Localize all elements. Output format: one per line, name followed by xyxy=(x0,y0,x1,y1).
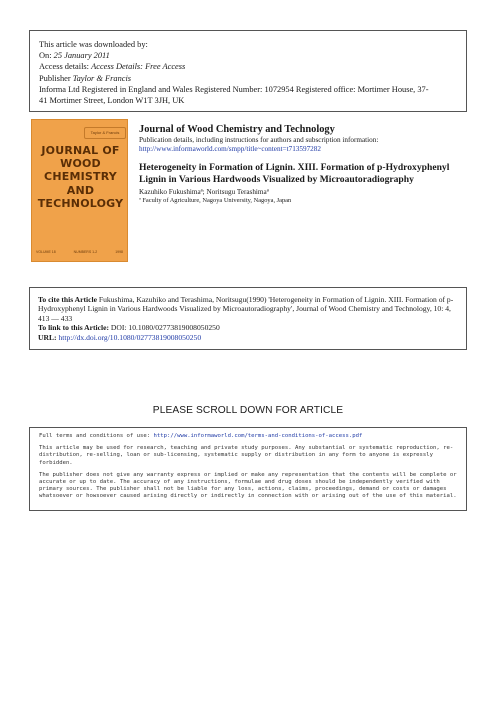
cover-title-line: WOOD xyxy=(60,157,101,171)
journal-title: Journal of Wood Chemistry and Technology xyxy=(139,124,335,135)
access-details-row xyxy=(39,61,458,72)
doi-url-link[interactable]: http://dx.doi.org/10.1080/02773819008050250 xyxy=(58,332,202,342)
cite-label: To cite this Article xyxy=(38,295,97,304)
terms-usage-paragraph: This article may be used for research, teaching and private study purposes. Any substantial or systematic reproduction, re-distribution, re-selling, loan or sub-licensing, systematic supply or distribution in any form to anyone is expressly forbidden. xyxy=(39,445,454,466)
terms-url-link[interactable]: http://www.informaworld.com/terms-and-conditions-of-access.pdf xyxy=(153,433,363,439)
url-label: URL: xyxy=(38,332,59,342)
scroll-down-message: PLEASE SCROLL DOWN FOR ARTICLE xyxy=(152,405,344,416)
publication-details: Publication details, including instructions for authors and subscription information: xyxy=(139,136,379,144)
affiliation: ª Faculty of Agriculture, Nagoya University, Nagoya, Japan xyxy=(139,197,292,204)
link-label: To link to this Article: xyxy=(38,323,111,333)
terms-intro xyxy=(39,433,457,440)
download-date-label: On: xyxy=(39,51,54,61)
access-details: Access Details: Free Access xyxy=(91,62,186,72)
article-url-row xyxy=(38,333,458,342)
cover-footer xyxy=(36,250,123,254)
cover-title xyxy=(32,144,129,210)
doi-text: DOI: 10.1080/02773819008050250 xyxy=(110,323,220,333)
registered-office-line2: 41 Mortimer Street, London W1T 3JH, UK xyxy=(39,96,185,106)
terms-box xyxy=(29,427,467,511)
cite-body: Fukushima, Kazuhiko and Terashima, Noritsugu(1990) 'Heterogeneity in Formation of Lignin. XIII. Formation of p-Hydroxyphenyl Lignin in Various Hardwoods Visualized by Microautoradiography', Journal of Wood Chemistry and Technology, 10: 4, 413 — 433 xyxy=(38,295,454,323)
publisher-row xyxy=(39,73,458,84)
journal-info xyxy=(139,123,469,205)
cover-title-line: TECHNOLOGY xyxy=(37,196,124,210)
article-link-row xyxy=(38,323,458,332)
download-date: 25 January 2011 xyxy=(53,51,110,61)
download-info-box xyxy=(29,30,467,112)
download-date-row xyxy=(39,50,458,61)
cover-title-line: AND xyxy=(66,183,95,197)
access-details-label: Access details: xyxy=(39,62,92,72)
citation-box xyxy=(29,287,467,350)
cover-year: 1998 xyxy=(115,250,123,254)
article-title: Heterogeneity in Formation of Lignin. XIII. Formation of p-Hydroxyphenyl Lignin in Various Hardwoods Visualized by Microautoradiography xyxy=(139,162,450,185)
cover-title-line: JOURNAL OF xyxy=(41,144,120,157)
registered-office-line1: Informa Ltd Registered in England and Wales Registered Number: 1072954 Registered office: Mortimer House, 37- xyxy=(39,84,429,94)
publisher-logo: Taylor & Francis xyxy=(84,127,126,139)
journal-url-link[interactable]: http://www.informaworld.com/smpp/title~content=t713597282 xyxy=(139,145,321,153)
authors: Kazuhiko Fukushimaª; Noritsugu Terashimaª xyxy=(139,188,269,196)
citation-text xyxy=(38,295,458,323)
journal-cover-image xyxy=(31,119,128,262)
publisher-name: Taylor & Francis xyxy=(72,73,132,83)
terms-disclaimer-paragraph: The publisher does not give any warranty express or implied or make any representation that the contents will be complete or accurate or up to date. The accuracy of any instructions, formulae and drug doses should be independently verified with primary sources. The publisher shall not be liable for any loss, actions, claims, proceedings, demand or costs or damages whatsoever or howsoever caused arising directly or indirectly in connection with or arising out of the use of this material. xyxy=(39,471,457,500)
terms-intro-label: Full terms and conditions of use: xyxy=(39,433,154,439)
download-notice: This article was downloaded by: xyxy=(39,40,148,49)
cover-volume: VOLUME 18 xyxy=(36,250,56,254)
publisher-label: Publisher xyxy=(39,73,73,83)
cover-number: NUMBERS 1-2 xyxy=(73,250,98,254)
cover-title-line: CHEMISTRY xyxy=(44,170,117,184)
